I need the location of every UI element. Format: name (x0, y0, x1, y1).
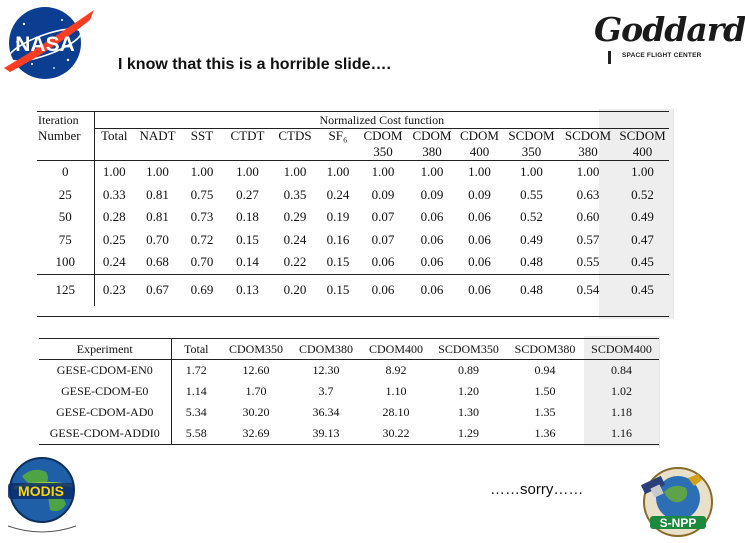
value-cell: 0.09 (468, 186, 491, 202)
column-header: CTDT (230, 128, 265, 143)
value-cell: 1.50 (534, 384, 556, 398)
value-cell: 0.06 (468, 254, 491, 270)
value-cell: 0.45 (616, 274, 669, 306)
value-cell: 0.15 (236, 231, 259, 247)
value-cell: 0.14 (236, 254, 259, 270)
value-cell: 0.60 (576, 209, 600, 225)
value-cell: 0.24 (283, 231, 307, 247)
value-cell: 12.60 (242, 363, 270, 377)
value-cell: 0.47 (631, 231, 654, 247)
experiment-cell: GESE-CDOM-E0 (61, 384, 149, 398)
value-cell: 0.45 (631, 254, 654, 270)
column-subheader: 400 (469, 144, 490, 159)
value-cell: 0.48 (520, 254, 543, 270)
value-cell: 0.67 (134, 274, 181, 306)
column-header: NADT (139, 128, 176, 143)
value-cell: 0.73 (190, 209, 214, 225)
value-cell: 0.06 (420, 254, 444, 270)
modis-logo (2, 452, 84, 538)
table-row (39, 402, 659, 423)
value-cell: 0.24 (326, 186, 350, 202)
value-cell: 1.16 (584, 423, 659, 445)
value-cell: 1.20 (458, 384, 479, 398)
value-cell: 0.06 (468, 231, 491, 247)
column-subheader (272, 144, 318, 161)
value-cell: 36.34 (312, 405, 340, 419)
nasa-wordmark: NASA (15, 33, 75, 56)
value-cell: 30.22 (361, 423, 431, 445)
value-cell: 0.07 (371, 209, 395, 225)
modis-globe-icon (2, 452, 84, 538)
column-subheader: 350 (373, 144, 393, 159)
column-header: SCDOM350 (431, 339, 506, 360)
snpp-logo (636, 466, 714, 538)
value-cell: 5.34 (171, 402, 221, 423)
column-header: Experiment (39, 339, 171, 360)
value-cell: 8.92 (385, 363, 407, 377)
column-subheader (318, 144, 358, 161)
value-cell: 32.69 (221, 423, 291, 445)
column-subheader: 400 (632, 144, 653, 159)
value-cell: 5.58 (171, 423, 221, 445)
value-cell: 0.22 (283, 254, 307, 270)
value-cell: 0.35 (283, 186, 307, 202)
table-row (37, 206, 669, 229)
value-cell: 1.29 (431, 423, 506, 445)
group-header: Normalized Cost function (94, 112, 669, 128)
value-cell: 3.7 (318, 384, 334, 398)
column-header: CDOM350 (221, 339, 291, 360)
iteration-cell: 0 (37, 161, 94, 184)
value-cell: 12.30 (312, 363, 340, 377)
value-cell: 1.14 (171, 381, 221, 402)
value-cell: 0.89 (458, 363, 479, 377)
value-cell: 0.09 (371, 186, 395, 202)
column-header: CDOM380 (291, 339, 361, 360)
column-subheader (223, 144, 272, 161)
value-cell: 1.36 (506, 423, 584, 445)
iteration-cell: 50 (58, 209, 72, 225)
experiment-cell: GESE-CDOM-ADDI0 (39, 423, 171, 445)
value-cell: 0.15 (318, 274, 358, 306)
value-cell: 0.75 (190, 186, 214, 202)
value-cell: 0.06 (408, 274, 456, 306)
value-cell: 0.23 (94, 274, 134, 306)
value-cell: 0.63 (576, 186, 600, 202)
column-header: SCDOM400 (584, 339, 659, 360)
table-row (37, 161, 669, 184)
value-cell: 0.54 (560, 274, 616, 306)
value-cell: 0.55 (520, 186, 543, 202)
value-cell: 0.52 (631, 186, 654, 202)
value-cell: 0.06 (420, 231, 444, 247)
iteration-cell: 100 (55, 254, 75, 270)
column-header: CDOM400 (361, 339, 431, 360)
column-header: SCDOM (619, 128, 666, 143)
value-cell: 1.72 (171, 360, 221, 382)
value-cell: 28.10 (382, 405, 410, 419)
value-cell: 0.72 (190, 231, 214, 247)
value-cell: 0.33 (94, 184, 134, 207)
column-header: CDOM (363, 128, 403, 143)
value-cell: 1.00 (134, 161, 181, 184)
number-label: Number (38, 128, 81, 143)
value-cell: 0.06 (456, 274, 503, 306)
column-subheader (134, 144, 181, 161)
value-cell: 0.20 (272, 274, 318, 306)
value-cell: 0.81 (146, 186, 169, 202)
value-cell: 1.18 (611, 405, 632, 419)
experiment-cell: GESE-CDOM-AD0 (56, 405, 154, 419)
value-cell: 1.00 (223, 161, 272, 184)
experiment-cell: GESE-CDOM-EN0 (56, 363, 153, 377)
value-cell: 0.13 (223, 274, 272, 306)
snpp-mission-icon (636, 466, 714, 538)
iteration-cell: 25 (58, 186, 72, 202)
value-cell: 0.70 (146, 231, 169, 247)
value-cell: 1.02 (611, 384, 632, 398)
table-row (37, 184, 669, 207)
nasa-logo (2, 2, 96, 82)
column-header: SCDOM380 (506, 339, 584, 360)
column-header: Total (94, 128, 134, 144)
value-cell: 0.09 (420, 186, 444, 202)
value-cell: 0.48 (503, 274, 560, 306)
slide-title: I know that this is a horrible slide…. (118, 56, 391, 73)
column-header: SST (190, 128, 214, 143)
value-cell: 0.55 (576, 254, 600, 270)
value-cell: 0.06 (468, 209, 491, 225)
column-subheader: 380 (578, 144, 598, 159)
value-cell: 1.00 (358, 161, 408, 184)
value-cell: 0.68 (146, 254, 169, 270)
value-cell: 0.49 (631, 209, 654, 225)
sorry-caption: ……sorry…… (490, 481, 584, 498)
iteration-label: Iteration (38, 112, 79, 127)
value-cell: 0.16 (326, 231, 350, 247)
column-subheader (181, 144, 223, 161)
column-header: SCDOM (508, 128, 555, 143)
value-cell: 0.27 (236, 186, 259, 202)
column-header: CDOM (412, 128, 452, 143)
value-cell: 30.20 (242, 405, 270, 419)
value-cell: 1.00 (503, 161, 560, 184)
value-cell: 1.30 (458, 405, 479, 419)
value-cell: 0.06 (371, 254, 395, 270)
value-cell: 1.00 (272, 161, 318, 184)
iteration-cell: 125 (37, 274, 94, 306)
value-cell: 1.00 (181, 161, 223, 184)
value-cell: 1.00 (616, 161, 669, 184)
value-cell: 0.84 (611, 363, 632, 377)
modis-wordmark: MODIS (18, 483, 64, 499)
value-cell: 0.49 (520, 231, 543, 247)
value-cell: 0.06 (358, 274, 408, 306)
table-row (39, 423, 659, 445)
table-row (37, 229, 669, 252)
value-cell: 1.70 (245, 384, 267, 398)
experiment-table-panel (39, 336, 660, 448)
table-row (37, 251, 669, 274)
value-cell: 0.24 (94, 251, 134, 274)
goddard-bar (608, 51, 611, 64)
value-cell: 1.00 (408, 161, 456, 184)
column-header: SF₆ (328, 128, 348, 143)
value-cell: 39.13 (291, 423, 361, 445)
value-cell: 0.18 (236, 209, 259, 225)
table-row (37, 274, 669, 306)
value-cell: 0.57 (576, 231, 600, 247)
value-cell: 1.00 (560, 161, 616, 184)
cost-function-table (37, 112, 669, 306)
value-cell: 1.10 (385, 384, 407, 398)
value-cell: 0.15 (326, 254, 350, 270)
column-header: CTDS (278, 128, 312, 143)
snpp-wordmark: S-NPP (659, 516, 697, 530)
cost-function-table-panel (33, 109, 674, 319)
column-header: Total (171, 339, 221, 360)
goddard-subtitle: SPACE FLIGHT CENTER (622, 52, 702, 59)
table-row (39, 381, 659, 402)
column-subheader: 350 (521, 144, 542, 159)
value-cell: 0.25 (94, 229, 134, 252)
goddard-logo (594, 10, 745, 64)
nasa-meatball-icon (2, 2, 96, 82)
value-cell: 0.07 (371, 231, 395, 247)
value-cell: 0.29 (283, 209, 307, 225)
value-cell: 0.81 (146, 209, 169, 225)
value-cell: 0.70 (190, 254, 214, 270)
value-cell: 1.35 (534, 405, 556, 419)
iteration-cell: 75 (58, 231, 72, 247)
value-cell: 0.28 (94, 206, 134, 229)
experiment-table (39, 338, 659, 445)
value-cell: 1.00 (456, 161, 503, 184)
column-subheader: 380 (422, 144, 442, 159)
value-cell: 1.00 (318, 161, 358, 184)
column-subheader (94, 144, 134, 161)
value-cell: 0.94 (534, 363, 556, 377)
column-header: CDOM (459, 128, 499, 143)
value-cell: 0.19 (326, 209, 350, 225)
value-cell: 0.69 (181, 274, 223, 306)
value-cell: 0.06 (420, 209, 444, 225)
value-cell: 0.52 (520, 209, 543, 225)
column-header: SCDOM (564, 128, 612, 143)
value-cell: 1.00 (94, 161, 134, 184)
table-row (39, 360, 659, 382)
goddard-wordmark: Goddard (594, 10, 745, 49)
